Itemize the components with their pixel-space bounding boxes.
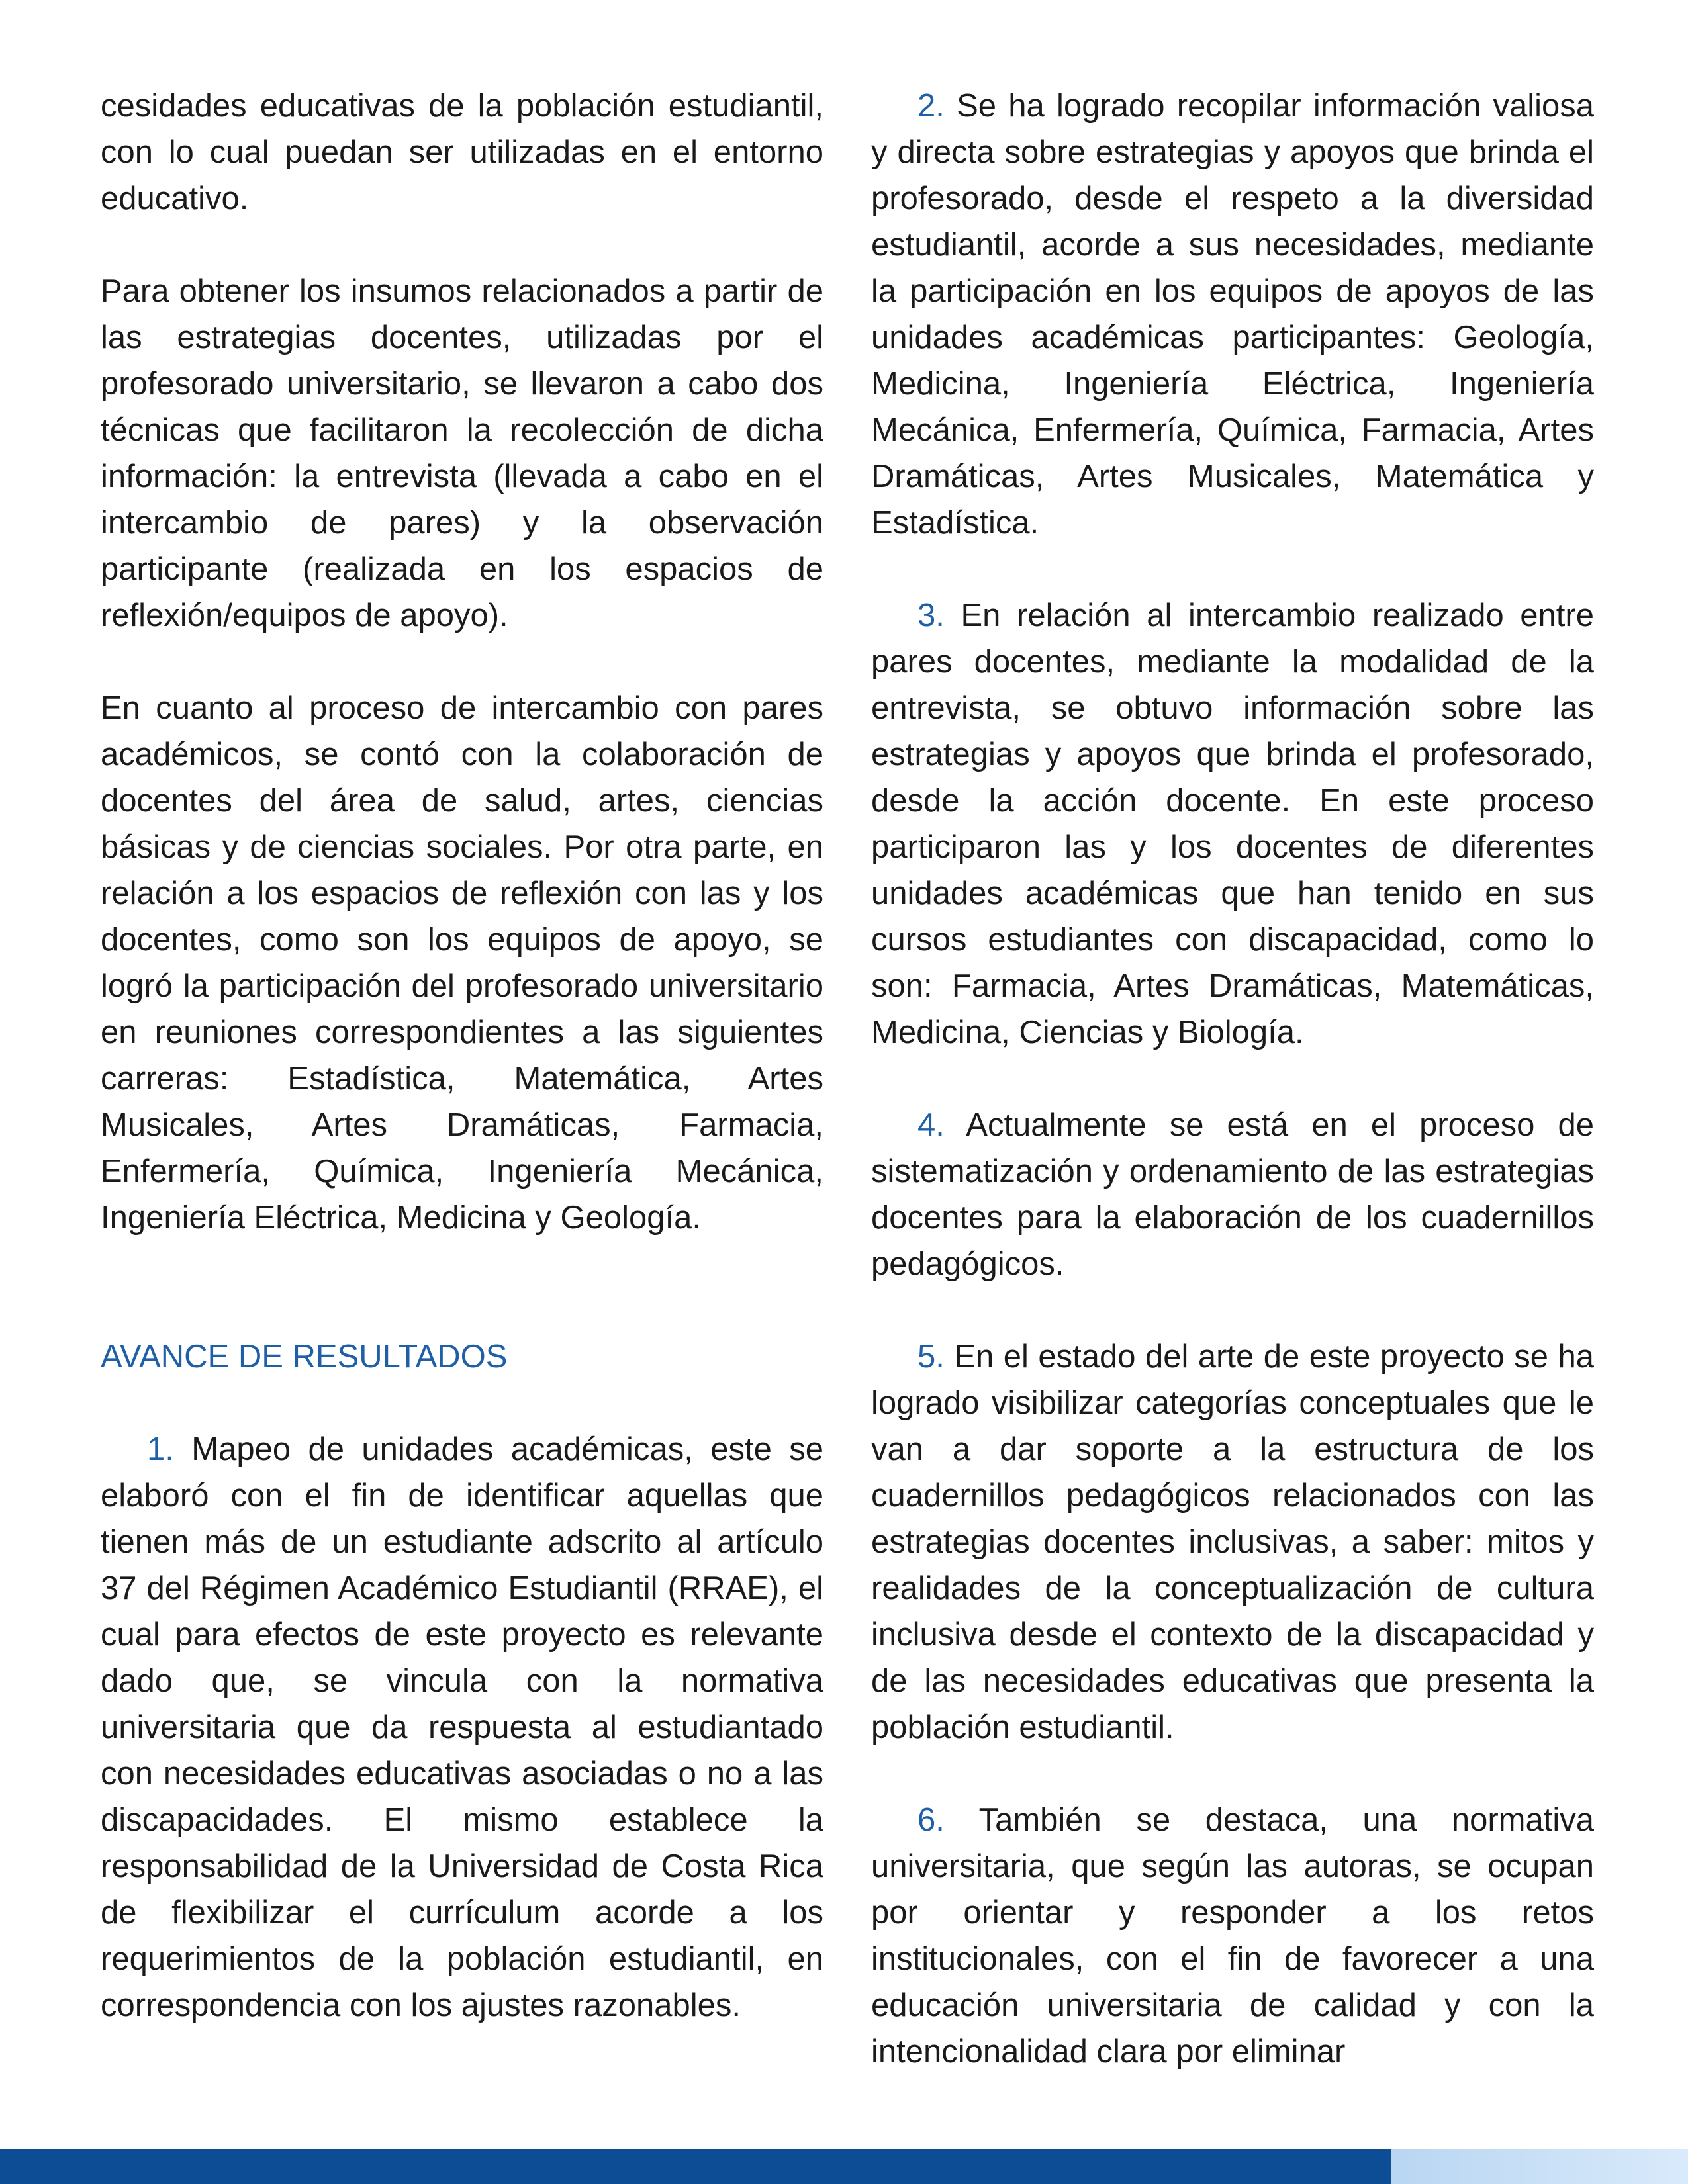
footer-bar-light (1391, 2149, 1688, 2184)
item-text: También se destaca, una normativa universitaria, que según las autoras, se ocupan por orientar y responder a los retos institucionales, con el fin de favorecer a una educación universitaria de calidad y con la intencionalidad clara por eliminar (871, 1802, 1594, 2070)
item-number: 6. (917, 1802, 945, 1838)
result-item-3 (871, 592, 1594, 1056)
item-text: Actualmente se está en el proceso de sistematización y ordenamiento de las estrategias docentes para la elaboración de los cuadernillos pedagógicos. (871, 1107, 1594, 1282)
item-number: 2. (917, 88, 945, 124)
paragraph-methods: Para obtener los insumos relacionados a partir de las estrategias docentes, utilizadas por el profesorado universitario, se llevaron a cabo dos técnicas que facilitaron la recolección de dicha información: la entrevista (llevada a cabo en el intercambio de pares) y la observación participante (realizada en los espacios de reflexión/equipos de apoyo). (101, 273, 823, 633)
section-heading: AVANCE DE RESULTADOS (101, 1339, 508, 1375)
result-item-1 (101, 1426, 823, 2028)
footer-bar (0, 2149, 1688, 2184)
item-text: En relación al intercambio realizado entre pares docentes, mediante la modalidad de la entrevista, se obtuvo información sobre las estrategias y apoyos que brinda el profesorado, desde la acción docente. En este proceso participaron las y los docentes de diferentes unidades académicas que han tenido en sus cursos estudiantes con discapacidad, como lo son: Farmacia, Artes Dramáticas, Matemáticas, Medicina, Ciencias y Biología. (871, 598, 1594, 1050)
paragraph-peer-exchange: En cuanto al proceso de intercambio con pares académicos, se contó con la colaboración de docentes del área de salud, artes, ciencias básicas y de ciencias sociales. Por otra parte, en relación a los espacios de reflexión con las y los docentes, como son los equipos de apoyo, se logró la participación del profesorado universitario en reuniones correspondientes a las siguientes carreras: Estadística, Matemática, Artes Musicales, Artes Dramáticas, Farmacia, Enfermería, Química, Ingeniería Mecánica, Ingeniería Eléctrica, Medicina y Geología. (101, 690, 823, 1236)
left-column (101, 83, 823, 2075)
footer-bar-dark (0, 2149, 1391, 2184)
item-text: Mapeo de unidades académicas, este se elaboró con el fin de identificar aquellas que tienen más de un estudiante adscrito al artículo 37 del Régimen Académico Estudiantil (RRAE), el cual para efectos de este proyecto es relevante dado que, se vincula con la normativa universitaria que da respuesta al estudiantado con necesidades educativas asociadas o no a las discapacidades. El mismo establece la responsabilidad de la Universidad de Costa Rica de flexibilizar el currículum acorde a los requerimientos de la población estudiantil, en correspondencia con los ajustes razonables. (101, 1432, 823, 2023)
result-item-2 (871, 83, 1594, 546)
item-text: Se ha logrado recopilar información valiosa y directa sobre estrategias y apoyos que brinda el profesorado, desde el respeto a la diversidad estudiantil, acorde a sus necesidades, mediante la participación en los equipos de apoyos de las unidades académicas participantes: Geología, Medicina, Ingeniería Eléctrica, Ingeniería Mecánica, Enfermería, Química, Farmacia, Artes Dramáticas, Artes Musicales, Matemática y Estadística. (871, 88, 1594, 541)
right-column (871, 83, 1594, 2121)
result-item-6 (871, 1797, 1594, 2075)
item-number: 4. (917, 1107, 945, 1143)
result-item-5 (871, 1334, 1594, 1751)
item-number: 5. (917, 1339, 945, 1375)
result-item-4 (871, 1102, 1594, 1287)
item-number: 1. (147, 1432, 174, 1467)
paragraph-continuation: cesidades educativas de la población estudiantil, con lo cual puedan ser utilizadas en el entorno educativo. (101, 88, 823, 216)
item-text: En el estado del arte de este proyecto se ha logrado visibilizar categorías conceptuales que le van a dar soporte a la estructura de los cuadernillos pedagógicos relacionados con las estrategias docentes inclusivas, a saber: mitos y realidades de la conceptualización de cultura inclusiva desde el contexto de la discapacidad y de las necesidades educativas que presenta la población estudiantil. (871, 1339, 1594, 1745)
item-number: 3. (917, 598, 945, 633)
